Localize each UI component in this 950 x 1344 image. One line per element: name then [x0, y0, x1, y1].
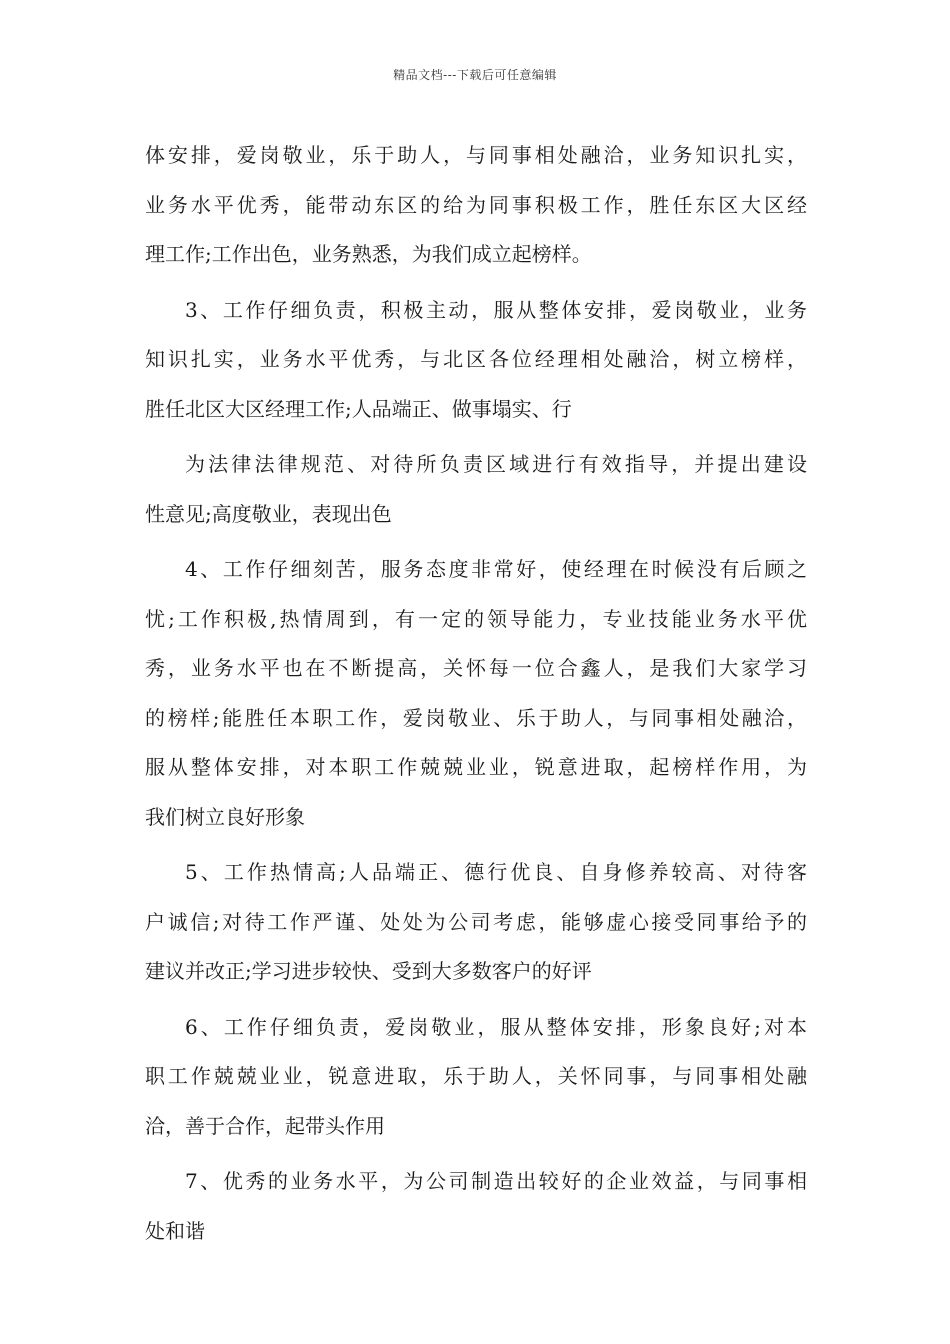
paragraph-line: 胜任北区大区经理工作;人品端正、做事塌实、行: [145, 396, 572, 421]
paragraph-line: 理工作;工作出色，业务熟悉，为我们成立起榜样。: [145, 242, 592, 266]
paragraph-line: 业务水平优秀，能带动东区的给为同事积极工作，胜任东区大区经: [145, 192, 807, 217]
paragraph: [145, 1157, 807, 1256]
page-header: 精品文档---下载后可任意编辑: [393, 68, 557, 82]
paragraph-line: 洽，善于合作，起带头作用: [145, 1113, 385, 1138]
paragraph-line: 职工作兢兢业业，锐意进取，乐于助人，关怀同事，与同事相处融: [145, 1064, 807, 1088]
paragraph: [145, 545, 807, 842]
paragraph: [145, 1003, 807, 1152]
paragraph-line: 我们树立良好形象: [145, 804, 305, 829]
paragraph-line: 处和谐: [145, 1218, 205, 1243]
paragraph: [145, 286, 807, 435]
paragraph-line: 体安排，爱岗敬业，乐于助人，与同事相处融洽，业务知识扎实，: [145, 143, 807, 167]
paragraph-line: 为法律法律规范、对待所负责区域进行有效指导，并提出建设: [185, 452, 807, 476]
paragraph: [145, 848, 807, 997]
paragraph-line: 7、优秀的业务水平，为公司制造出较好的企业效益，与同事相: [185, 1169, 807, 1193]
paragraph-line: 3、工作仔细负责，积极主动，服从整体安排，爱岗敬业，业务: [185, 297, 807, 322]
paragraph-line: 秀，业务水平也在不断提高，关怀每一位合鑫人，是我们大家学习: [145, 656, 807, 680]
paragraph-line: 户诚信;对待工作严谨、处处为公司考虑，能够虚心接受同事给予的: [145, 909, 807, 934]
paragraph-line: 6、工作仔细负责，爱岗敬业，服从整体安排，形象良好;对本: [185, 1014, 807, 1039]
paragraph: [145, 131, 807, 280]
paragraph: [145, 440, 807, 539]
paragraph-line: 忧;工作积极,热情周到，有一定的领导能力，专业技能业务水平优: [145, 606, 807, 631]
paragraph-line: 4、工作仔细刻苦，服务态度非常好，使经理在时候没有后顾之: [185, 557, 807, 581]
document-body: [145, 131, 807, 1262]
paragraph-line: 的榜样;能胜任本职工作，爱岗敬业、乐于助人，与同事相处融洽，: [145, 705, 807, 730]
paragraph-line: 性意见;高度敬业，表现出色: [145, 501, 392, 526]
paragraph-line: 服从整体安排，对本职工作兢兢业业，锐意进取，起榜样作用，为: [145, 755, 807, 779]
paragraph-line: 5、工作热情高;人品端正、德行优良、自身修养较高、对待客: [185, 860, 807, 884]
paragraph-line: 知识扎实，业务水平优秀，与北区各位经理相处融洽，树立榜样，: [145, 347, 807, 371]
paragraph-line: 建议并改正;学习进步较快、受到大多数客户的好评: [145, 959, 592, 983]
